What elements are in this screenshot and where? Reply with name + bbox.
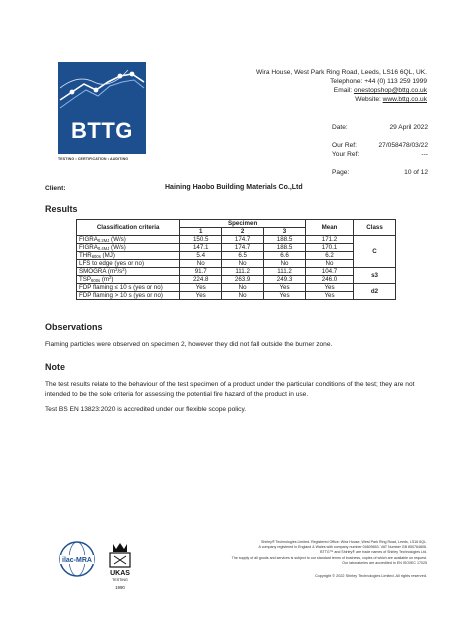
cell: No xyxy=(264,260,306,268)
cell: No xyxy=(222,284,264,292)
cell: 263.9 xyxy=(222,276,264,284)
row-label: FDP flaming > 10 s (yes or no) xyxy=(77,292,180,300)
class-cell: d2 xyxy=(354,284,396,300)
footer-line: Shirley® Technologies Limited. Registered Office: Wira House, West Park Ring Road, Leeds, LS16 6QL. xyxy=(260,540,427,544)
row-label: SMOGRA $(m^2/s^2)$ xyxy=(77,268,180,276)
specimen-3-header: 3 xyxy=(264,228,306,236)
our-ref-value: 27/058478/03/22 xyxy=(378,142,428,149)
your-ref-value: --- xyxy=(421,151,428,158)
observations-text: Flaming particles were observed on specimen 2, however they did not fall outside the burner zone. xyxy=(45,341,333,348)
table-header-row xyxy=(77,220,396,228)
row-label: $THR_{600s}$ (MJ) xyxy=(77,252,180,260)
row-label: LFS to edge (yes or no) xyxy=(77,260,180,268)
ukas-label: UKAS xyxy=(110,570,130,577)
cell: 111.2 xyxy=(264,268,306,276)
date-value: 29 April 2022 xyxy=(389,124,428,131)
website-link[interactable]: www.bttg.co.uk xyxy=(382,96,427,103)
cell: Yes xyxy=(264,292,306,300)
row-label: $FIGRA_{0.4MJ}$ (W/s) xyxy=(77,244,180,252)
bttg-logo xyxy=(58,62,146,154)
cell: 5.4 xyxy=(180,252,222,260)
row-label: $TSP_{600s}$ $(m^2)$ xyxy=(77,276,180,284)
note-title: Note xyxy=(45,362,65,372)
note-text: The test results relate to the behaviour of the test specimen of a product under the particular conditions of the test; they are not intended to be the sole criteria for assessing the potential fire hazard of the product in use. xyxy=(45,381,415,398)
date-label: Date: xyxy=(332,124,348,131)
results-table xyxy=(76,219,396,300)
accreditation-note: Test BS EN 13823:2020 is accredited under our flexible scope policy. xyxy=(45,406,247,413)
copyright: Copyright © 2022 Shirley Technologies Limited. All rights reserved. xyxy=(314,574,427,578)
ilac-globe-icon xyxy=(58,540,96,578)
footer-line: BTTG™ and Shirley® are trade names of Shirley Technologies Ltd. xyxy=(320,550,427,555)
cell: No xyxy=(222,292,264,300)
ukas-testing-label: TESTING xyxy=(112,578,128,582)
mean-cell: 171.2 xyxy=(305,236,353,244)
row-label: FDP flaming ≤ 10 s (yes or no) xyxy=(77,284,180,292)
our-ref-label: Our Ref: xyxy=(332,142,357,149)
footer-legal xyxy=(197,540,427,566)
mean-cell: 170.1 xyxy=(305,244,353,252)
footer-line: Our laboratories are accredited to EN ISO/IEC 17025 xyxy=(342,560,427,565)
observations-title: Observations xyxy=(45,322,103,332)
criteria-header: Classification criteria xyxy=(77,220,180,236)
cell: 111.2 xyxy=(222,268,264,276)
specimen-1-header: 1 xyxy=(180,228,222,236)
table-row xyxy=(77,284,396,292)
results-title: Results xyxy=(45,204,78,214)
specimen-header: Specimen xyxy=(180,220,306,228)
cell: No xyxy=(222,260,264,268)
mean-cell: Yes xyxy=(305,292,353,300)
footer-line: A company registered in England & Wales with company number 04609653. VAT Number GB 850764806. xyxy=(258,545,427,550)
class-cell: s3 xyxy=(354,268,396,284)
cell: 174.7 xyxy=(222,244,264,252)
cell: 91.7 xyxy=(180,268,222,276)
table-row xyxy=(77,276,396,284)
email-link[interactable]: onestopshop@bttg.co.uk xyxy=(353,87,427,94)
email-label: Email: xyxy=(333,87,354,94)
cell: 6.5 xyxy=(222,252,264,260)
page-value: 10 of 12 xyxy=(404,169,428,176)
mean-cell: No xyxy=(305,260,353,268)
footer-line: The supply of all goods and services is subject to our standard terms of business, copies of which are available on request. xyxy=(231,555,427,560)
cell: Yes xyxy=(264,284,306,292)
mean-cell: 6.2 xyxy=(305,252,353,260)
website-row xyxy=(355,96,427,103)
cell: No xyxy=(180,260,222,268)
mean-header: Mean xyxy=(305,220,353,236)
mean-cell: 246.0 xyxy=(305,276,353,284)
specimen-2-header: 2 xyxy=(222,228,264,236)
ilac-label: ilac-MRA xyxy=(62,557,92,564)
cell: 224.8 xyxy=(180,276,222,284)
table-row xyxy=(77,268,396,276)
ukas-crown-icon xyxy=(104,540,136,584)
telephone: Telephone: +44 (0) 113 259 1999 xyxy=(330,78,427,85)
table-row xyxy=(77,292,396,300)
cell: 150.5 xyxy=(180,236,222,244)
class-cell: C xyxy=(354,236,396,268)
page-label: Page: xyxy=(332,169,350,176)
class-header: Class xyxy=(354,220,396,236)
cell: 249.3 xyxy=(264,276,306,284)
row-label: $FIGRA_{0.2MJ}$ (W/s) xyxy=(77,236,180,244)
mean-cell: 104.7 xyxy=(305,268,353,276)
cell: Yes xyxy=(180,284,222,292)
table-row xyxy=(77,244,396,252)
cell: 6.6 xyxy=(264,252,306,260)
cell: 174.7 xyxy=(222,236,264,244)
address-line: Wira House, West Park Ring Road, Leeds, LS16 6QL, UK. xyxy=(255,69,427,76)
ukas-number: 1990 xyxy=(115,585,125,590)
your-ref-label: Your Ref: xyxy=(332,151,360,158)
cell: Yes xyxy=(180,292,222,300)
logo-tagline: TESTING • CERTIFICATION • AUDITING xyxy=(58,157,129,161)
table-row xyxy=(77,236,396,244)
cell: 188.5 xyxy=(264,236,306,244)
client-name: Haining Haobo Building Materials Co.,Ltd xyxy=(165,184,303,191)
mean-cell: Yes xyxy=(305,284,353,292)
website-label: Website: xyxy=(355,96,383,103)
ilac-mra-logo xyxy=(58,540,96,578)
cell: 147.1 xyxy=(180,244,222,252)
ukas-logo xyxy=(104,540,136,584)
table-row xyxy=(77,252,396,260)
email-row xyxy=(334,87,427,94)
cell: 188.5 xyxy=(264,244,306,252)
logo-text: BTTG xyxy=(71,118,133,143)
client-label: Client: xyxy=(45,185,66,192)
